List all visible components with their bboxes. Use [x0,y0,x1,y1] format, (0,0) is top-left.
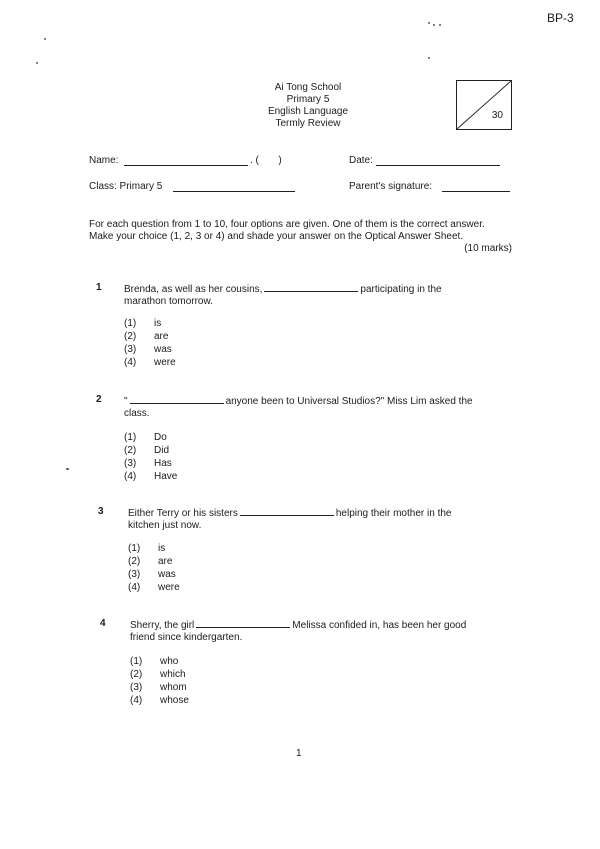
class-label: Class: Primary 5 [89,181,163,192]
scan-speck [66,468,69,470]
stem-text: Sherry, the girl [130,620,195,631]
option-3[interactable] [130,681,189,694]
subject-name: English Language [267,106,349,117]
option-4[interactable] [124,356,176,369]
option-text: Did [154,445,170,456]
exam-name: Termly Review [275,118,341,129]
option-number: (4) [124,471,137,482]
question-stem [124,282,514,308]
page-number: 1 [296,748,302,759]
option-text: are [158,556,173,567]
signature-label: Parent's signature: [349,181,433,192]
scan-speck [433,24,435,26]
option-number: (4) [124,357,137,368]
question-stem [128,506,518,532]
option-number: (1) [128,543,141,554]
option-text: are [154,331,169,342]
question-number: 1 [96,282,102,293]
scan-speck [36,62,38,64]
option-number: (3) [124,344,137,355]
option-text: who [160,656,179,667]
option-number: (1) [124,432,137,443]
option-number: (1) [124,318,137,329]
option-number: (1) [130,656,143,667]
option-text: were [154,357,176,368]
option-1[interactable] [124,317,176,330]
option-number: (3) [128,569,141,580]
option-number: (2) [124,445,137,456]
option-text: was [154,344,172,355]
option-text: is [158,543,166,554]
instructions-line-2: Make your choice (1, 2, 3 or 4) and shade your answer on the Optical Answer Sheet. [89,231,464,242]
option-4[interactable] [124,470,177,483]
option-number: (4) [128,582,141,593]
answer-blank [196,618,290,628]
option-1[interactable] [130,655,189,668]
document-code: BP-3 [547,11,574,25]
scan-speck [428,22,430,24]
option-3[interactable] [124,457,177,470]
option-number: (3) [124,458,137,469]
option-text: Has [154,458,172,469]
option-number: (2) [130,669,143,680]
stem-text: Brenda, as well as her cousins, [124,284,263,295]
option-list [124,431,177,483]
stem-text: helping their mother in the [335,508,452,519]
stem-text: Melissa confided in, has been her good [292,620,467,631]
question-number: 4 [100,618,106,629]
option-text: whom [160,682,187,693]
option-text: whose [160,695,189,706]
stem-text: anyone been to Universal Studios?" Miss Lim asked the [225,396,473,407]
option-number: (2) [124,331,137,342]
question-number: 3 [98,506,104,517]
option-4[interactable] [130,694,189,707]
option-text: Have [154,471,178,482]
option-text: Do [154,432,167,443]
option-2[interactable] [124,330,176,343]
option-list [130,655,189,707]
class-level: Primary 5 [286,94,330,105]
option-text: is [154,318,162,329]
option-1[interactable] [128,542,180,555]
school-name: Ai Tong School [274,82,342,93]
option-1[interactable] [124,431,177,444]
option-4[interactable] [128,581,180,594]
score-box [456,80,512,130]
stem-text: Either Terry or his sisters [128,508,238,519]
name-label: Name: [89,155,119,166]
option-3[interactable] [128,568,180,581]
option-text: were [158,582,180,593]
answer-blank [264,282,358,292]
scan-speck [439,24,441,26]
signature-field[interactable] [442,191,510,192]
answer-blank [240,506,334,516]
scan-speck [428,57,430,59]
stem-text: participating in the [360,284,442,295]
date-field[interactable] [376,165,500,166]
stem-text: class. [124,408,150,419]
answer-blank [130,394,224,404]
option-list [128,542,180,594]
class-field[interactable] [173,191,295,192]
score-total: 30 [491,110,503,121]
option-2[interactable] [130,668,189,681]
option-number: (4) [130,695,143,706]
option-2[interactable] [124,444,177,457]
name-field[interactable] [124,165,248,166]
option-3[interactable] [124,343,176,356]
date-label: Date: [349,155,373,166]
instructions-line-1: For each question from 1 to 10, four options are given. One of them is the correct answer. [89,219,485,230]
register-number-field[interactable]: . ( ) [250,155,282,166]
score-diagonal [457,81,511,129]
stem-text: " [124,396,128,407]
stem-text: friend since kindergarten. [130,632,243,643]
stem-text: kitchen just now. [128,520,202,531]
question-stem [124,394,514,420]
scan-speck [44,38,46,40]
question-number: 2 [96,394,102,405]
question-stem [130,618,520,644]
stem-text: marathon tomorrow. [124,296,213,307]
option-list [124,317,176,369]
option-number: (3) [130,682,143,693]
option-2[interactable] [128,555,180,568]
option-text: was [158,569,176,580]
option-number: (2) [128,556,141,567]
section-marks: (10 marks) [464,243,512,254]
option-text: which [160,669,186,680]
